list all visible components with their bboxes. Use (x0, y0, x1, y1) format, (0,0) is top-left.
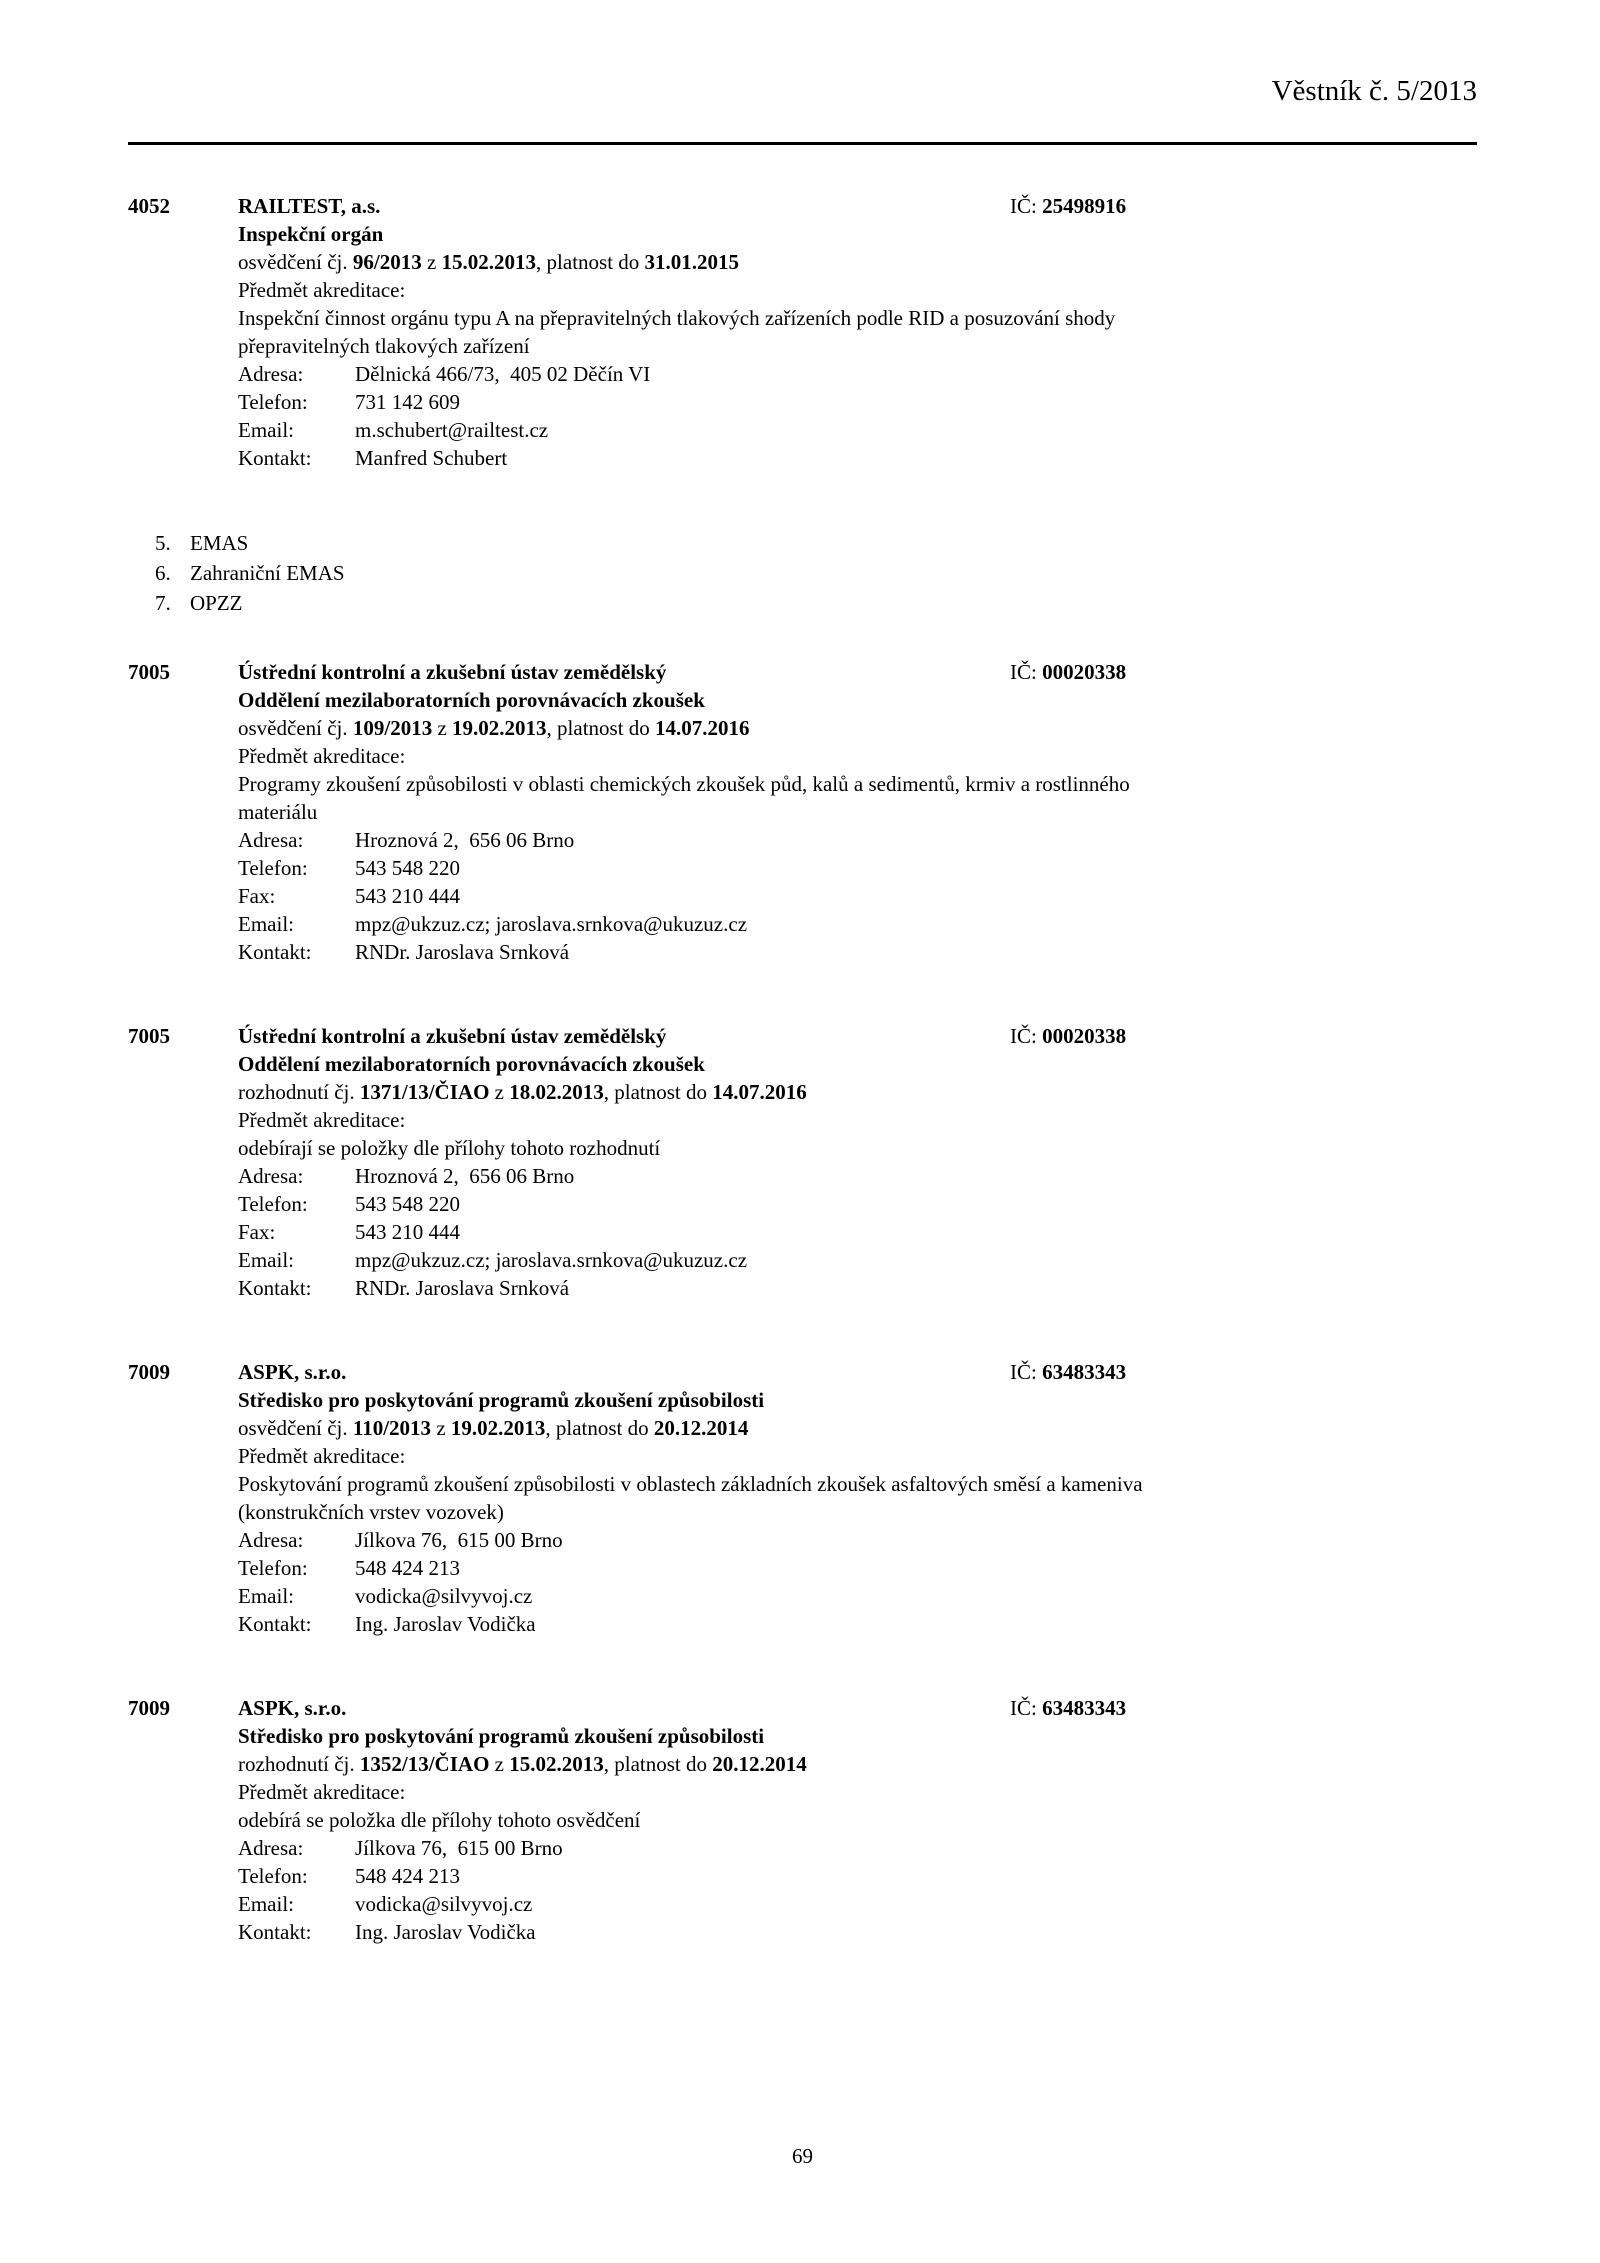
contact-label: Kontakt: (238, 940, 312, 964)
cert-number: 110/2013 (352, 1416, 432, 1440)
cert-line (238, 248, 1477, 276)
cert-z: z (436, 1416, 446, 1440)
cert-until: 31.01.2015 (644, 250, 740, 274)
cert-date: 15.02.2013 (441, 250, 537, 274)
list-number: 5. (155, 531, 171, 555)
ic-value: 63483343 (1042, 1360, 1127, 1384)
contact-label: Email: (238, 1584, 294, 1608)
cert-until: 20.12.2014 (712, 1752, 807, 1776)
contact-value: mpz@ukzuz.cz; jaroslava.srnkova@ukuzuz.cz (355, 912, 748, 936)
cert-date: 19.02.2013 (452, 716, 547, 740)
org-name: ASPK, s.r.o. (238, 1696, 347, 1720)
contact-row (238, 1162, 1477, 1190)
contact-label: Adresa: (238, 1528, 304, 1552)
contact-row (238, 882, 1477, 910)
contact-value: Hroznová 2, 656 06 Brno (355, 828, 575, 852)
contact-value: 543 548 220 (355, 856, 460, 880)
contact-label: Kontakt: (238, 446, 312, 470)
cert-z: z (426, 250, 437, 274)
contact-label: Email: (238, 418, 294, 442)
cert-number: 1371/13/ČIAO (359, 1080, 490, 1104)
cert-z: z (437, 716, 447, 740)
contact-value: m.schubert@railtest.cz (355, 418, 549, 442)
cert-date: 19.02.2013 (450, 1416, 546, 1440)
contact-value: Manfred Schubert (355, 446, 508, 470)
subject-line: odebírají se položky dle přílohy tohoto rozhodnutí (238, 1136, 661, 1160)
contact-row (238, 1190, 1477, 1218)
cert-z: z (494, 1080, 504, 1104)
page-number: 69 (792, 2144, 813, 2168)
ic-value: 00020338 (1042, 1024, 1127, 1048)
contact-row (238, 1582, 1477, 1610)
entry-7009-rozhodnuti (128, 1694, 1477, 1946)
predmet-label: Předmět akreditace: (238, 744, 406, 768)
contact-label: Kontakt: (238, 1612, 312, 1636)
cert-date: 18.02.2013 (509, 1080, 604, 1104)
contact-value: mpz@ukzuz.cz; jaroslava.srnkova@ukuzuz.cz (355, 1248, 748, 1272)
entry-7009-osvedceni (128, 1358, 1477, 1638)
list-item (155, 588, 1477, 618)
ic-field (1010, 192, 1126, 220)
entry-number: 7005 (128, 1024, 170, 1048)
header-rule (128, 142, 1477, 145)
contact-row (238, 1274, 1477, 1302)
cert-platnost: , platnost do (545, 1416, 649, 1440)
entry-head (128, 658, 1477, 686)
subject-line: materiálu (238, 800, 318, 824)
list-number: 7. (155, 591, 171, 615)
cert-until: 14.07.2016 (655, 716, 750, 740)
predmet-label: Předmět akreditace: (238, 278, 406, 302)
contact-label: Kontakt: (238, 1920, 312, 1944)
entry-number: 7009 (128, 1696, 170, 1720)
cert-until: 20.12.2014 (653, 1416, 749, 1440)
page-content (128, 192, 1477, 2002)
contact-value: 543 210 444 (355, 884, 460, 908)
contact-label: Fax: (238, 884, 276, 908)
contact-label: Telefon: (238, 390, 308, 414)
list-number: 6. (155, 561, 171, 585)
cert-platnost: , platnost do (603, 1752, 707, 1776)
org-name: ASPK, s.r.o. (238, 1360, 347, 1384)
list-item (155, 558, 1477, 588)
entry-7005-rozhodnuti (128, 1022, 1477, 1302)
contact-row (238, 1554, 1477, 1582)
cert-z: z (494, 1752, 504, 1776)
contact-label: Fax: (238, 1220, 276, 1244)
contact-value: 543 210 444 (355, 1220, 460, 1244)
predmet-label: Předmět akreditace: (238, 1444, 406, 1468)
ic-label: IČ: (1010, 1696, 1043, 1720)
ic-value: 25498916 (1042, 194, 1127, 218)
dept-name: Středisko pro poskytování programů zkoušení způsobilosti (238, 1388, 765, 1412)
list-item (155, 528, 1477, 558)
predmet-label: Předmět akreditace: (238, 1780, 406, 1804)
contact-label: Email: (238, 1892, 294, 1916)
contact-value: 543 548 220 (355, 1192, 460, 1216)
contact-label: Telefon: (238, 1192, 308, 1216)
cert-number: 109/2013 (352, 716, 433, 740)
ic-field (1010, 658, 1126, 686)
cert-prefix: osvědčení čj. (238, 716, 348, 740)
contact-value: 731 142 609 (355, 390, 460, 414)
subject-line: Poskytování programů zkoušení způsobilosti v oblastech základních zkoušek asfaltových směsí a kameniva (238, 1472, 1143, 1496)
category-list (155, 528, 1477, 618)
contact-row (238, 854, 1477, 882)
contact-row (238, 416, 1477, 444)
contact-row (238, 938, 1477, 966)
cert-platnost: , platnost do (603, 1080, 707, 1104)
contact-value: vodicka@silvyvoj.cz (355, 1892, 533, 1916)
contact-label: Email: (238, 1248, 294, 1272)
cert-date: 15.02.2013 (509, 1752, 604, 1776)
cert-line (238, 714, 1477, 742)
subject-line: odebírá se položka dle přílohy tohoto osvědčení (238, 1808, 641, 1832)
predmet-label: Předmět akreditace: (238, 1108, 406, 1132)
org-name: RAILTEST, a.s. (238, 194, 381, 218)
contact-row (238, 388, 1477, 416)
cert-platnost: , platnost do (546, 716, 650, 740)
cert-line (238, 1750, 1477, 1778)
contact-value: RNDr. Jaroslava Srnková (355, 940, 570, 964)
dept-name: Středisko pro poskytování programů zkoušení způsobilosti (238, 1724, 765, 1748)
contact-value: Ing. Jaroslav Vodička (355, 1612, 536, 1636)
list-label: OPZZ (190, 591, 243, 615)
entry-head (128, 1022, 1477, 1050)
ic-label: IČ: (1010, 194, 1043, 218)
contact-value: 548 424 213 (355, 1864, 460, 1888)
ic-label: IČ: (1010, 660, 1043, 684)
org-name: Ústřední kontrolní a zkušební ústav zemědělský (238, 660, 667, 684)
contact-row (238, 1246, 1477, 1274)
cert-until: 14.07.2016 (712, 1080, 807, 1104)
contact-label: Adresa: (238, 362, 304, 386)
ic-value: 63483343 (1042, 1696, 1127, 1720)
contact-label: Adresa: (238, 1836, 304, 1860)
cert-prefix: rozhodnutí čj. (238, 1080, 355, 1104)
contact-label: Adresa: (238, 1164, 304, 1188)
cert-line (238, 1078, 1477, 1106)
entry-head (128, 1694, 1477, 1722)
contact-value: Jílkova 76, 615 00 Brno (355, 1836, 563, 1860)
contact-row (238, 360, 1477, 388)
ic-field (1010, 1022, 1126, 1050)
subject-line: Inspekční činnost orgánu typu A na přepravitelných tlakových zařízeních podle RID a posuzování shody (238, 306, 1116, 330)
ic-field (1010, 1694, 1126, 1722)
cert-number: 1352/13/ČIAO (359, 1752, 490, 1776)
entry-number: 4052 (128, 194, 170, 218)
contact-label: Telefon: (238, 1556, 308, 1580)
contact-row (238, 1918, 1477, 1946)
contact-label: Email: (238, 912, 294, 936)
contact-value: 548 424 213 (355, 1556, 460, 1580)
contact-row (238, 1890, 1477, 1918)
contact-row (238, 1610, 1477, 1638)
cert-platnost: , platnost do (536, 250, 640, 274)
contact-label: Kontakt: (238, 1276, 312, 1300)
list-label: Zahraniční EMAS (190, 561, 345, 585)
ic-value: 00020338 (1042, 660, 1127, 684)
cert-prefix: rozhodnutí čj. (238, 1752, 355, 1776)
contact-row (238, 1862, 1477, 1890)
org-name: Ústřední kontrolní a zkušební ústav zemědělský (238, 1024, 667, 1048)
contact-row (238, 1834, 1477, 1862)
contact-value: Ing. Jaroslav Vodička (355, 1920, 536, 1944)
page-header: Věstník č. 5/2013 (1271, 75, 1477, 107)
entry-head (128, 192, 1477, 220)
contact-row (238, 826, 1477, 854)
contact-row (238, 1526, 1477, 1554)
subject-line: (konstrukčních vrstev vozovek) (238, 1500, 504, 1524)
entry-head (128, 1358, 1477, 1386)
ic-field (1010, 1358, 1126, 1386)
entry-7005-osvedceni (128, 658, 1477, 966)
contact-label: Telefon: (238, 856, 308, 880)
entry-4052 (128, 192, 1477, 472)
entry-number: 7005 (128, 660, 170, 684)
cert-prefix: osvědčení čj. (238, 250, 348, 274)
dept-name: Oddělení mezilaboratorních porovnávacích zkoušek (238, 688, 705, 712)
contact-value: Jílkova 76, 615 00 Brno (355, 1528, 563, 1552)
contact-row (238, 444, 1477, 472)
ic-label: IČ: (1010, 1360, 1043, 1384)
contact-value: RNDr. Jaroslava Srnková (355, 1276, 570, 1300)
ic-label: IČ: (1010, 1024, 1043, 1048)
contact-label: Adresa: (238, 828, 304, 852)
subject-line: Programy zkoušení způsobilosti v oblasti chemických zkoušek půd, kalů a sedimentů, krmiv a rostlinného (238, 772, 1130, 796)
cert-number: 96/2013 (352, 250, 422, 274)
dept-name: Oddělení mezilaboratorních porovnávacích zkoušek (238, 1052, 705, 1076)
contact-value: Dělnická 466/73, 405 02 Děčín VI (355, 362, 651, 386)
entry-number: 7009 (128, 1360, 170, 1384)
contact-label: Telefon: (238, 1864, 308, 1888)
contact-row (238, 1218, 1477, 1246)
list-label: EMAS (190, 531, 249, 555)
contact-row (238, 910, 1477, 938)
cert-prefix: osvědčení čj. (238, 1416, 348, 1440)
cert-line (238, 1414, 1477, 1442)
contact-value: vodicka@silvyvoj.cz (355, 1584, 533, 1608)
contact-value: Hroznová 2, 656 06 Brno (355, 1164, 575, 1188)
dept-name: Inspekční orgán (238, 222, 384, 246)
subject-line: přepravitelných tlakových zařízení (238, 334, 530, 358)
